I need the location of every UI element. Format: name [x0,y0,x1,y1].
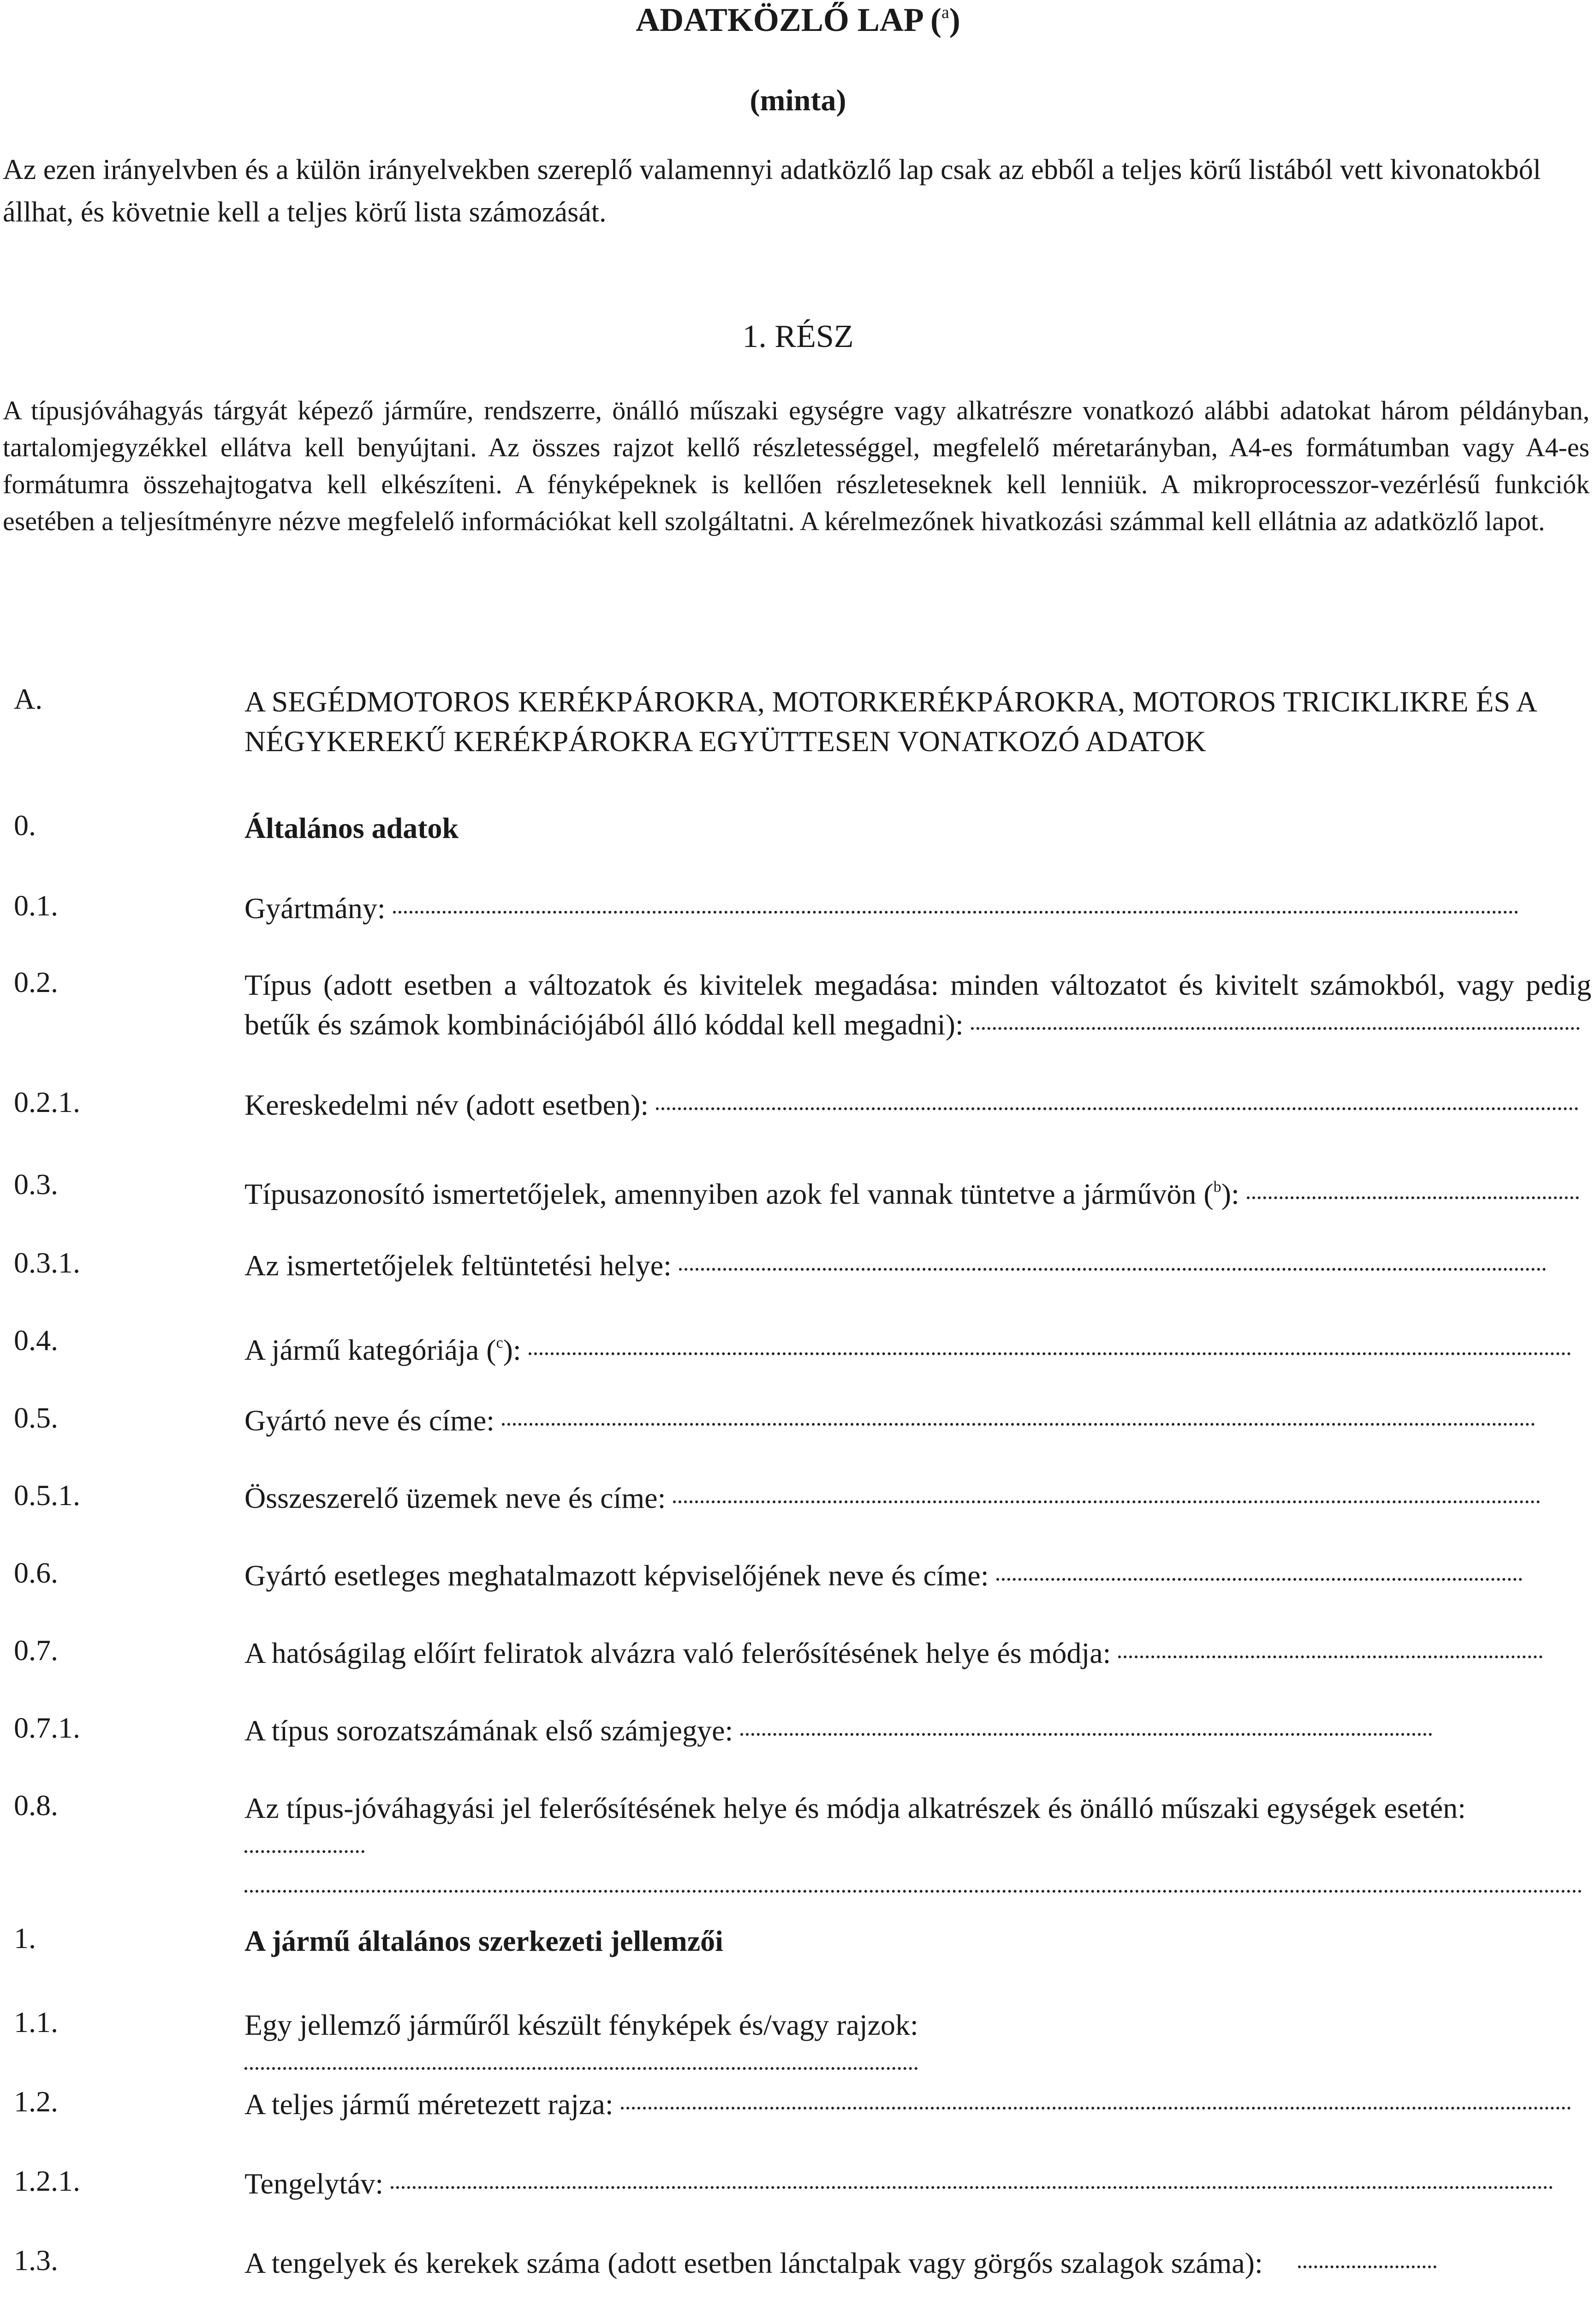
item-label: Gyártmány: [244,892,386,925]
item-number: 0. [14,809,36,842]
item-label: Típusazonosító ismertetőjelek, amennyiben azok fel vannak tüntetve a járművön ( [244,1177,1214,1210]
item-number: 1.2.1. [14,2164,80,2197]
item-field [244,965,1591,1045]
item-number: 0.7. [14,1634,58,1667]
item-number: 0.2.1. [14,1086,80,1118]
item-number: 0.6. [14,1556,58,1589]
item-number: 0.5.1. [14,1479,80,1512]
item-label: Tengelytáv: [244,2167,384,2200]
fill-line[interactable] [1247,1196,1579,1199]
item-label: Típus (adott esetben a változatok és kivitelek megadása: minden változatot és kivitelt számokból, vagy pedig betűk és számok kombinációjából álló kóddal kell megadni): [244,968,1591,1041]
part-paragraph: A típusjóváhagyás tárgyát képező járműre, rendszerre, önálló műszaki egységre vagy alkatrészre vonatkozó alábbi adatokat három példányban, tartalomjegyzékkel ellátva kell benyújtani. Az összes rajzot kellő részletességgel, megfelelő méretarányban, A4-es formátumban vagy A4-es formátumra összehajtogatva kell elkészíteni. A fényképeknek is kellően részleteseknek kell lenniük. A mikroprocesszor-vezérlésű funkciók esetében a teljesítményre nézve megfelelő információkat kell szolgáltatni. A kérelmezőnek hivatkozási számmal kell ellátnia az adatközlő lapot. [3,395,1590,536]
item-label: Összeszerelő üzemek neve és címe: [244,1482,666,1514]
item-label: A teljes jármű méretezett rajza: [244,2088,613,2121]
item-field [244,1556,1591,1596]
item-label: A hatóságilag előírt feliratok alvázra való felerősítésének helye és módja: [244,1637,1111,1669]
document-title: ADATKÖZLŐ LAP ($^a$) [636,1,960,38]
item-label-end: ): [1221,1177,1239,1210]
item-number: 0.1. [14,889,58,922]
item-number: 0.3.1. [14,1246,80,1279]
fill-line[interactable] [971,1027,1580,1030]
item-field [244,1633,1591,1673]
item-field [244,2085,1591,2124]
fill-line[interactable] [529,1352,1571,1355]
item-label: Egy jellemző járműről készült fényképek és/vagy rajzok: [244,2008,918,2041]
item-number: 1.2. [14,2085,58,2118]
item-label: Az típus-jóváhagyási jel felerősítésének helye és módja alkatrészek és önálló műszaki egységek esetén: [244,1792,1466,1824]
fill-line[interactable] [244,2067,918,2070]
item-field [244,1323,1591,1370]
item-field [244,1246,1591,1285]
fill-line[interactable] [1298,2265,1436,2268]
item-number: 0.3. [14,1168,58,1201]
item-number: 0.5. [14,1401,58,1434]
item-number: 1. [14,1922,36,1954]
item-field [244,1401,1591,1440]
item-number: 0.7.1. [14,1711,80,1744]
item-field [244,889,1591,928]
fill-line[interactable] [502,1423,1535,1426]
item-field [244,2005,1591,2085]
item-label: A tengelyek és kerekek száma (adott esetben lánctalpak vagy görgős szalagok száma): [244,2247,1263,2279]
item-label: Gyártó esetleges meghatalmazott képviselőjének neve és címe: [244,1559,989,1592]
title-text: ADATKÖZLŐ LAP [636,1,922,38]
fill-line[interactable] [244,1890,1582,1893]
footnote-ref: b [1213,1178,1221,1195]
item-field [244,2243,1591,2283]
item-field [244,1478,1591,1518]
fill-line[interactable] [1118,1656,1542,1658]
document-subtitle: (minta) [750,84,846,117]
fill-line[interactable] [656,1107,1578,1110]
fill-line[interactable] [621,2107,1571,2110]
item-field [244,1711,1591,1751]
title-footnote: a [941,3,949,22]
item-number: 1.1. [14,2006,58,2038]
item-number: 0.8. [14,1789,58,1822]
fill-line[interactable] [740,1733,1432,1736]
fill-line[interactable] [244,1850,364,1853]
intro-paragraph: Az ezen irányelvben és a külön irányelvekben szereplő valamennyi adatközlő lap csak az ebből a teljes körű listából vett kivonatokból állhat, és követnie kell a teljes körű lista számozását. [3,154,1541,228]
fill-line[interactable] [679,1268,1546,1271]
item-heading: A jármű általános szerkezeti jellemzői [244,1924,723,1957]
item-field [244,1788,1591,1907]
section-title: A SEGÉDMOTOROS KERÉKPÁROKRA, MOTORKERÉKPÁROKRA, MOTOROS TRICIKLIKRE ÉS A NÉGYKEREKŰ KERÉKPÁROKRA EGYÜTTESEN VONATKOZÓ ADATOK [244,685,1536,758]
item-field [244,1085,1591,1125]
fill-line[interactable] [391,2186,1553,2189]
item-label-end: ): [503,1333,521,1366]
section-number: A. [14,682,43,715]
item-number: 0.4. [14,1324,58,1357]
item-number: 1.3. [14,2244,58,2277]
item-number: 0.2. [14,966,58,998]
footnote-ref: c [496,1334,503,1351]
fill-line[interactable] [393,911,1519,914]
part-heading: 1. RÉSZ [742,319,854,354]
fill-line[interactable] [673,1500,1540,1503]
fill-line[interactable] [996,1578,1522,1581]
item-field [244,1167,1591,1214]
item-heading: Általános adatok [244,812,459,844]
item-field [244,2164,1591,2204]
item-label: Kereskedelmi név (adott esetben): [244,1088,649,1121]
item-label: A típus sorozatszámának első számjegye: [244,1714,733,1747]
item-label: A jármű kategóriája ( [244,1333,496,1366]
item-label: Az ismertetőjelek feltüntetési helye: [244,1249,672,1282]
item-label: Gyártó neve és címe: [244,1404,494,1437]
